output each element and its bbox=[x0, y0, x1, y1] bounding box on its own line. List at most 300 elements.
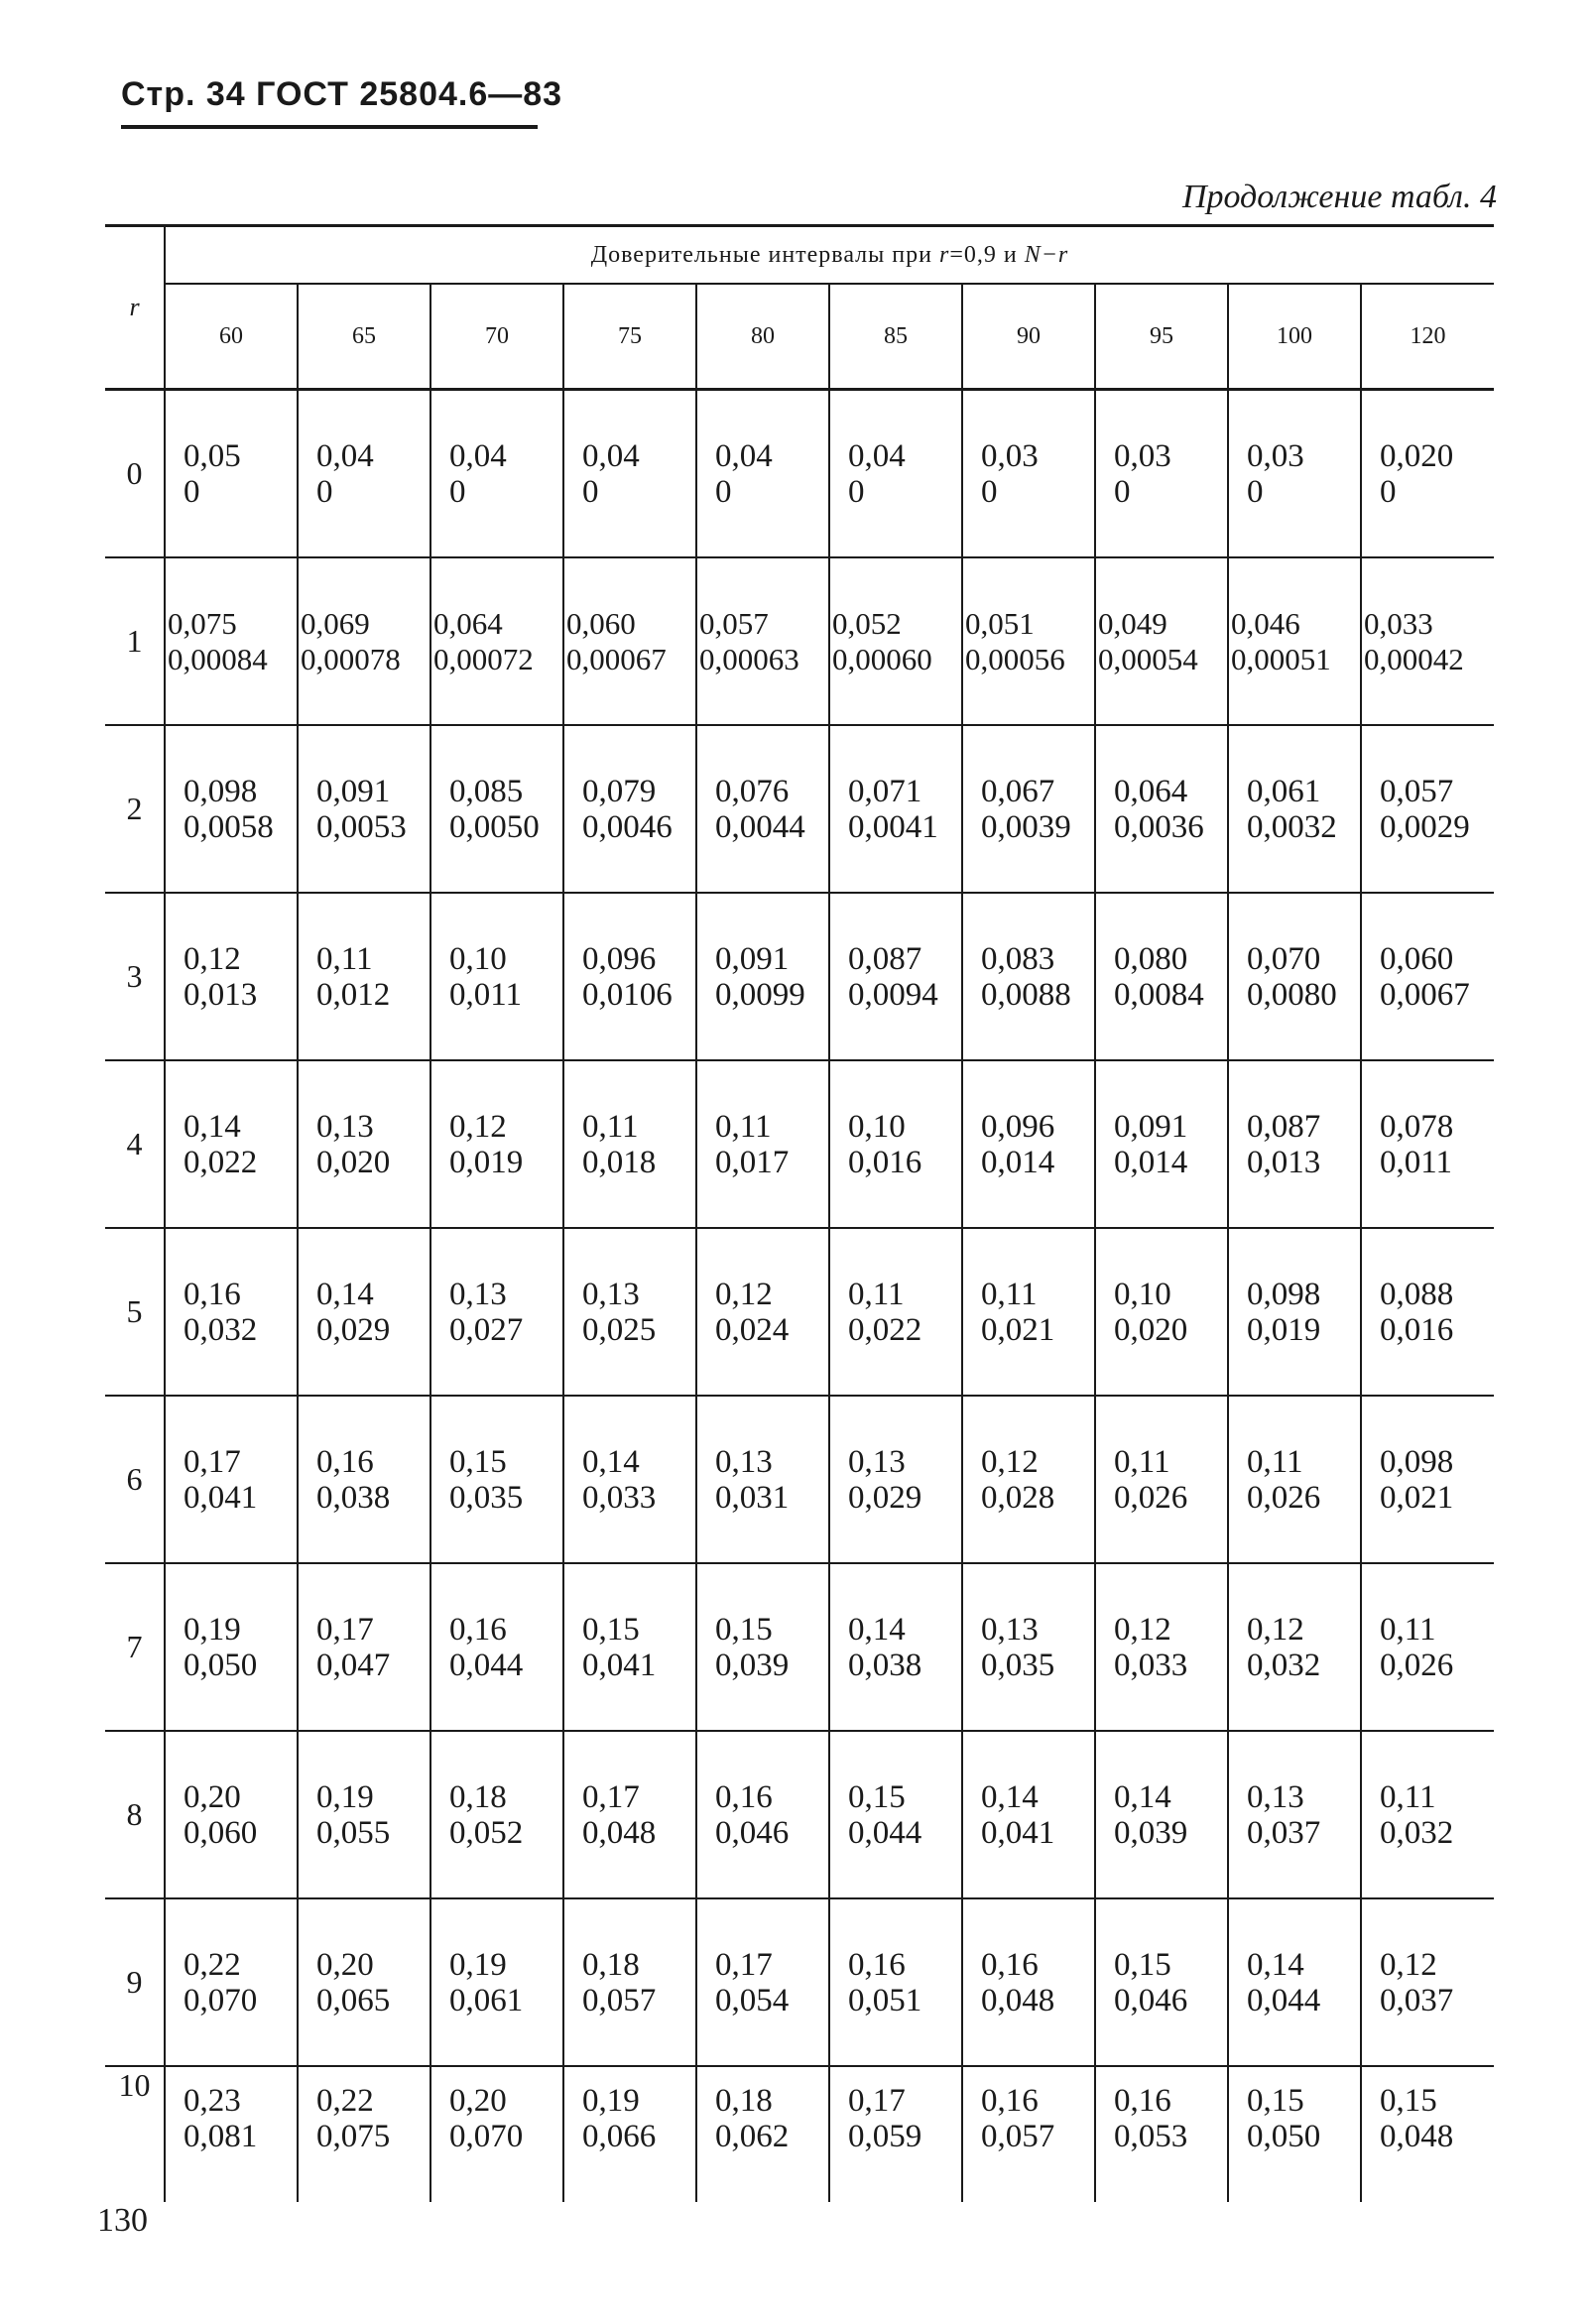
interval-cell bbox=[563, 725, 696, 893]
interval-cell bbox=[696, 1731, 829, 1898]
lower-bound: 0,050 bbox=[184, 1647, 258, 1683]
upper-bound: 0,071 bbox=[848, 773, 922, 809]
lower-bound: 0,041 bbox=[582, 1647, 657, 1683]
column-header-100: 100 bbox=[1228, 284, 1361, 390]
upper-bound: 0,085 bbox=[449, 773, 524, 809]
interval-cell bbox=[165, 1898, 298, 2066]
upper-bound: 0,05 bbox=[184, 437, 241, 474]
table-row bbox=[105, 390, 1494, 558]
interval-cell bbox=[829, 1228, 962, 1396]
upper-bound: 0,12 bbox=[981, 1443, 1039, 1480]
page-number: 130 bbox=[97, 2202, 148, 2239]
interval-cell bbox=[165, 893, 298, 1060]
interval-cell bbox=[298, 557, 430, 725]
lower-bound: 0,00060 bbox=[832, 641, 932, 676]
interval-cell bbox=[1228, 557, 1361, 725]
upper-bound: 0,15 bbox=[1114, 1946, 1171, 1983]
lower-bound: 0,00054 bbox=[1098, 641, 1198, 676]
interval-cell bbox=[1095, 557, 1228, 725]
interval-cell bbox=[563, 2066, 696, 2202]
upper-bound: 0,049 bbox=[1098, 605, 1167, 641]
lower-bound: 0,025 bbox=[582, 1311, 657, 1348]
upper-bound: 0,069 bbox=[301, 605, 370, 641]
interval-cell bbox=[696, 557, 829, 725]
upper-bound: 0,020 bbox=[1380, 437, 1454, 474]
interval-cell bbox=[563, 1731, 696, 1898]
lower-bound: 0,046 bbox=[715, 1814, 790, 1851]
interval-cell bbox=[298, 2066, 430, 2202]
upper-bound: 0,11 bbox=[715, 1108, 772, 1145]
upper-bound: 0,067 bbox=[981, 773, 1055, 809]
interval-cell bbox=[1095, 1563, 1228, 1731]
row-r-value: 3 bbox=[105, 893, 165, 1060]
row-r-value: 8 bbox=[105, 1731, 165, 1898]
table-row bbox=[105, 1563, 1494, 1731]
lower-bound: 0,0067 bbox=[1380, 976, 1470, 1013]
column-header-70: 70 bbox=[430, 284, 563, 390]
lower-bound: 0,024 bbox=[715, 1311, 790, 1348]
lower-bound: 0,0041 bbox=[848, 808, 938, 845]
lower-bound: 0,032 bbox=[184, 1311, 258, 1348]
column-header-85: 85 bbox=[829, 284, 962, 390]
lower-bound: 0,0088 bbox=[981, 976, 1071, 1013]
interval-cell bbox=[430, 893, 563, 1060]
interval-cell bbox=[1095, 2066, 1228, 2202]
lower-bound: 0,066 bbox=[582, 2119, 657, 2154]
upper-bound: 0,20 bbox=[449, 2083, 507, 2119]
lower-bound: 0,013 bbox=[1247, 1144, 1321, 1180]
row-r-value: 4 bbox=[105, 1060, 165, 1228]
upper-bound: 0,18 bbox=[449, 1778, 507, 1815]
upper-bound: 0,19 bbox=[449, 1946, 507, 1983]
interval-cell bbox=[298, 1731, 430, 1898]
group-header bbox=[165, 227, 1494, 284]
interval-cell bbox=[1095, 725, 1228, 893]
interval-cell bbox=[962, 557, 1095, 725]
lower-bound: 0,0053 bbox=[316, 808, 407, 845]
lower-bound: 0,0029 bbox=[1380, 808, 1470, 845]
interval-cell bbox=[1228, 725, 1361, 893]
upper-bound: 0,14 bbox=[184, 1108, 241, 1145]
upper-bound: 0,04 bbox=[449, 437, 507, 474]
upper-bound: 0,16 bbox=[1114, 2083, 1171, 2119]
lower-bound: 0,026 bbox=[1380, 1647, 1454, 1683]
upper-bound: 0,12 bbox=[184, 940, 241, 977]
interval-cell bbox=[165, 2066, 298, 2202]
upper-bound: 0,13 bbox=[715, 1443, 773, 1480]
interval-cell bbox=[165, 557, 298, 725]
lower-bound: 0,070 bbox=[184, 1982, 258, 2018]
lower-bound: 0 bbox=[582, 473, 599, 510]
table-continuation-caption: Продолжение табл. 4 bbox=[1181, 179, 1497, 215]
upper-bound: 0,12 bbox=[1247, 1611, 1304, 1648]
lower-bound: 0,018 bbox=[582, 1144, 657, 1180]
lower-bound: 0 bbox=[848, 473, 865, 510]
lower-bound: 0,0039 bbox=[981, 808, 1071, 845]
table-row bbox=[105, 1898, 1494, 2066]
upper-bound: 0,15 bbox=[715, 1611, 773, 1648]
interval-cell bbox=[1361, 2066, 1494, 2202]
interval-cell bbox=[1361, 893, 1494, 1060]
lower-bound: 0,041 bbox=[184, 1479, 258, 1516]
upper-bound: 0,078 bbox=[1380, 1108, 1454, 1145]
table-row bbox=[105, 1731, 1494, 1898]
lower-bound: 0,052 bbox=[449, 1814, 524, 1851]
lower-bound: 0,039 bbox=[1114, 1814, 1188, 1851]
interval-cell bbox=[829, 1060, 962, 1228]
row-r-value: 2 bbox=[105, 725, 165, 893]
lower-bound: 0,027 bbox=[449, 1311, 524, 1348]
interval-cell bbox=[1095, 1228, 1228, 1396]
upper-bound: 0,087 bbox=[848, 940, 922, 977]
group-header-r: r bbox=[938, 241, 950, 268]
lower-bound: 0,00051 bbox=[1231, 641, 1331, 676]
lower-bound: 0 bbox=[184, 473, 200, 510]
upper-bound: 0,076 bbox=[715, 773, 790, 809]
interval-cell bbox=[165, 1228, 298, 1396]
upper-bound: 0,11 bbox=[848, 1276, 905, 1312]
upper-bound: 0,096 bbox=[582, 940, 657, 977]
interval-cell bbox=[563, 1060, 696, 1228]
interval-cell bbox=[563, 1396, 696, 1563]
upper-bound: 0,13 bbox=[316, 1108, 374, 1145]
lower-bound: 0,00078 bbox=[301, 641, 401, 676]
interval-cell bbox=[563, 1898, 696, 2066]
interval-cell bbox=[696, 1060, 829, 1228]
interval-cell bbox=[298, 725, 430, 893]
lower-bound: 0,055 bbox=[316, 1814, 391, 1851]
interval-cell bbox=[165, 1731, 298, 1898]
interval-cell bbox=[696, 725, 829, 893]
interval-cell bbox=[696, 1563, 829, 1731]
row-r-value: 1 bbox=[105, 557, 165, 725]
interval-cell bbox=[1095, 390, 1228, 558]
upper-bound: 0,052 bbox=[832, 605, 902, 641]
interval-cell bbox=[430, 1563, 563, 1731]
upper-bound: 0,13 bbox=[848, 1443, 906, 1480]
table-row bbox=[105, 1228, 1494, 1396]
lower-bound: 0,048 bbox=[582, 1814, 657, 1851]
table-row bbox=[105, 557, 1494, 725]
lower-bound: 0,044 bbox=[449, 1647, 524, 1683]
lower-bound: 0,0050 bbox=[449, 808, 540, 845]
interval-cell bbox=[829, 557, 962, 725]
upper-bound: 0,12 bbox=[715, 1276, 773, 1312]
interval-cell bbox=[1228, 1731, 1361, 1898]
lower-bound: 0,035 bbox=[981, 1647, 1055, 1683]
interval-cell bbox=[165, 1563, 298, 1731]
interval-cell bbox=[1228, 1228, 1361, 1396]
lower-bound: 0,065 bbox=[316, 1982, 391, 2018]
lower-bound: 0,014 bbox=[1114, 1144, 1188, 1180]
lower-bound: 0,062 bbox=[715, 2119, 790, 2154]
interval-cell bbox=[1361, 557, 1494, 725]
upper-bound: 0,080 bbox=[1114, 940, 1188, 977]
table-row bbox=[105, 1060, 1494, 1228]
upper-bound: 0,10 bbox=[848, 1108, 906, 1145]
interval-cell bbox=[563, 1563, 696, 1731]
upper-bound: 0,10 bbox=[449, 940, 507, 977]
group-header-pre: Доверительные интервалы при bbox=[590, 241, 939, 268]
page-header bbox=[121, 75, 562, 114]
lower-bound: 0,026 bbox=[1114, 1479, 1188, 1516]
interval-cell bbox=[962, 1396, 1095, 1563]
column-header-row bbox=[105, 284, 1494, 390]
upper-bound: 0,15 bbox=[582, 1611, 640, 1648]
upper-bound: 0,17 bbox=[582, 1778, 640, 1815]
lower-bound: 0,0106 bbox=[582, 976, 673, 1013]
row-r-value: 10 bbox=[118, 2067, 151, 2103]
upper-bound: 0,18 bbox=[582, 1946, 640, 1983]
lower-bound: 0,0080 bbox=[1247, 976, 1337, 1013]
lower-bound: 0,00042 bbox=[1364, 641, 1464, 676]
lower-bound: 0,029 bbox=[848, 1479, 922, 1516]
lower-bound: 0,017 bbox=[715, 1144, 790, 1180]
upper-bound: 0,098 bbox=[1380, 1443, 1454, 1480]
interval-cell bbox=[563, 1228, 696, 1396]
lower-bound: 0,013 bbox=[184, 976, 258, 1013]
interval-cell bbox=[829, 1731, 962, 1898]
row-r-value: 7 bbox=[105, 1563, 165, 1731]
interval-cell bbox=[962, 1731, 1095, 1898]
lower-bound: 0,0058 bbox=[184, 808, 274, 845]
upper-bound: 0,22 bbox=[316, 2083, 374, 2119]
upper-bound: 0,075 bbox=[168, 605, 237, 641]
lower-bound: 0,070 bbox=[449, 2119, 524, 2154]
interval-cell bbox=[298, 1898, 430, 2066]
interval-cell bbox=[962, 893, 1095, 1060]
interval-cell bbox=[1361, 1060, 1494, 1228]
upper-bound: 0,10 bbox=[1114, 1276, 1171, 1312]
column-header-65: 65 bbox=[298, 284, 430, 390]
upper-bound: 0,033 bbox=[1364, 605, 1433, 641]
interval-cell bbox=[1361, 1731, 1494, 1898]
interval-cell bbox=[430, 725, 563, 893]
upper-bound: 0,15 bbox=[1247, 2083, 1304, 2119]
lower-bound: 0,044 bbox=[848, 1814, 922, 1851]
lower-bound: 0,044 bbox=[1247, 1982, 1321, 2018]
lower-bound: 0,031 bbox=[715, 1479, 790, 1516]
upper-bound: 0,13 bbox=[449, 1276, 507, 1312]
upper-bound: 0,11 bbox=[1380, 1778, 1436, 1815]
lower-bound: 0,037 bbox=[1380, 1982, 1454, 2018]
upper-bound: 0,19 bbox=[316, 1778, 374, 1815]
row-r-value: 9 bbox=[105, 1898, 165, 2066]
upper-bound: 0,083 bbox=[981, 940, 1055, 977]
upper-bound: 0,20 bbox=[184, 1778, 241, 1815]
upper-bound: 0,14 bbox=[1247, 1946, 1304, 1983]
upper-bound: 0,12 bbox=[1114, 1611, 1171, 1648]
lower-bound: 0,020 bbox=[1114, 1311, 1188, 1348]
interval-cell bbox=[430, 2066, 563, 2202]
interval-cell bbox=[696, 1396, 829, 1563]
lower-bound: 0,032 bbox=[1380, 1814, 1454, 1851]
lower-bound: 0,011 bbox=[449, 976, 523, 1013]
upper-bound: 0,14 bbox=[848, 1611, 906, 1648]
upper-bound: 0,11 bbox=[1114, 1443, 1170, 1480]
upper-bound: 0,13 bbox=[981, 1611, 1039, 1648]
interval-cell bbox=[298, 390, 430, 558]
interval-cell bbox=[1095, 1060, 1228, 1228]
upper-bound: 0,096 bbox=[981, 1108, 1055, 1145]
upper-bound: 0,098 bbox=[1247, 1276, 1321, 1312]
interval-cell bbox=[829, 725, 962, 893]
lower-bound: 0,019 bbox=[1247, 1311, 1321, 1348]
lower-bound: 0,075 bbox=[316, 2119, 391, 2154]
column-header-95: 95 bbox=[1095, 284, 1228, 390]
interval-cell bbox=[1361, 1898, 1494, 2066]
lower-bound: 0,059 bbox=[848, 2119, 922, 2154]
lower-bound: 0,060 bbox=[184, 1814, 258, 1851]
upper-bound: 0,16 bbox=[316, 1443, 374, 1480]
interval-cell bbox=[430, 1396, 563, 1563]
interval-cell bbox=[1361, 725, 1494, 893]
upper-bound: 0,087 bbox=[1247, 1108, 1321, 1145]
interval-cell bbox=[430, 390, 563, 558]
interval-cell bbox=[430, 557, 563, 725]
lower-bound: 0,0084 bbox=[1114, 976, 1204, 1013]
interval-cell bbox=[696, 1898, 829, 2066]
lower-bound: 0,00072 bbox=[433, 641, 534, 676]
interval-cell bbox=[298, 1228, 430, 1396]
upper-bound: 0,057 bbox=[699, 605, 769, 641]
lower-bound: 0 bbox=[715, 473, 732, 510]
lower-bound: 0,021 bbox=[1380, 1479, 1454, 1516]
interval-cell bbox=[430, 1228, 563, 1396]
lower-bound: 0,00063 bbox=[699, 641, 799, 676]
upper-bound: 0,19 bbox=[582, 2083, 640, 2119]
interval-cell bbox=[1228, 2066, 1361, 2202]
upper-bound: 0,11 bbox=[1380, 1611, 1436, 1648]
interval-cell bbox=[1228, 1563, 1361, 1731]
upper-bound: 0,11 bbox=[582, 1108, 639, 1145]
column-header-60: 60 bbox=[165, 284, 298, 390]
upper-bound: 0,061 bbox=[1247, 773, 1321, 809]
interval-cell bbox=[962, 725, 1095, 893]
lower-bound: 0,033 bbox=[582, 1479, 657, 1516]
lower-bound: 0,029 bbox=[316, 1311, 391, 1348]
lower-bound: 0,037 bbox=[1247, 1814, 1321, 1851]
upper-bound: 0,091 bbox=[316, 773, 391, 809]
lower-bound: 0,081 bbox=[184, 2119, 258, 2154]
interval-cell bbox=[563, 893, 696, 1060]
lower-bound: 0,020 bbox=[316, 1144, 391, 1180]
interval-cell bbox=[829, 390, 962, 558]
interval-cell bbox=[298, 1396, 430, 1563]
table-row bbox=[105, 2066, 1494, 2202]
upper-bound: 0,04 bbox=[715, 437, 773, 474]
table-row bbox=[105, 1396, 1494, 1563]
lower-bound: 0,048 bbox=[1380, 2119, 1454, 2154]
lower-bound: 0 bbox=[449, 473, 466, 510]
upper-bound: 0,16 bbox=[848, 1946, 906, 1983]
table-body bbox=[105, 390, 1494, 2203]
interval-cell bbox=[962, 1060, 1095, 1228]
lower-bound: 0,019 bbox=[449, 1144, 524, 1180]
upper-bound: 0,15 bbox=[449, 1443, 507, 1480]
upper-bound: 0,091 bbox=[715, 940, 790, 977]
interval-cell bbox=[962, 1563, 1095, 1731]
interval-cell bbox=[165, 1060, 298, 1228]
upper-bound: 0,03 bbox=[1114, 437, 1171, 474]
lower-bound: 0 bbox=[981, 473, 998, 510]
interval-cell bbox=[430, 1060, 563, 1228]
row-r-value: 0 bbox=[105, 390, 165, 558]
lower-bound: 0,047 bbox=[316, 1647, 391, 1683]
lower-bound: 0,012 bbox=[316, 976, 391, 1013]
upper-bound: 0,14 bbox=[582, 1443, 640, 1480]
upper-bound: 0,23 bbox=[184, 2083, 241, 2119]
upper-bound: 0,079 bbox=[582, 773, 657, 809]
lower-bound: 0,032 bbox=[1247, 1647, 1321, 1683]
lower-bound: 0,051 bbox=[848, 1982, 922, 2018]
upper-bound: 0,088 bbox=[1380, 1276, 1454, 1312]
interval-cell bbox=[298, 893, 430, 1060]
interval-cell bbox=[1228, 893, 1361, 1060]
lower-bound: 0,014 bbox=[981, 1144, 1055, 1180]
upper-bound: 0,12 bbox=[1380, 1946, 1437, 1983]
lower-bound: 0,00067 bbox=[566, 641, 667, 676]
interval-cell bbox=[298, 1060, 430, 1228]
lower-bound: 0,046 bbox=[1114, 1982, 1188, 2018]
lower-bound: 0,0046 bbox=[582, 808, 673, 845]
upper-bound: 0,17 bbox=[848, 2083, 906, 2119]
upper-bound: 0,17 bbox=[184, 1443, 241, 1480]
confidence-interval-table bbox=[105, 224, 1494, 2202]
upper-bound: 0,091 bbox=[1114, 1108, 1188, 1145]
lower-bound: 0,0032 bbox=[1247, 808, 1337, 845]
lower-bound: 0,057 bbox=[981, 2119, 1055, 2154]
column-header-75: 75 bbox=[563, 284, 696, 390]
upper-bound: 0,16 bbox=[449, 1611, 507, 1648]
lower-bound: 0,028 bbox=[981, 1479, 1055, 1516]
interval-cell bbox=[1228, 1898, 1361, 2066]
interval-cell bbox=[1095, 1731, 1228, 1898]
interval-cell bbox=[298, 1563, 430, 1731]
upper-bound: 0,11 bbox=[1247, 1443, 1303, 1480]
upper-bound: 0,060 bbox=[566, 605, 636, 641]
interval-cell bbox=[563, 557, 696, 725]
column-header-120: 120 bbox=[1361, 284, 1494, 390]
page-ref: Стр. 34 bbox=[121, 75, 246, 113]
interval-cell bbox=[1361, 1396, 1494, 1563]
interval-cell bbox=[1095, 1898, 1228, 2066]
lower-bound: 0,061 bbox=[449, 1982, 524, 2018]
header-underline bbox=[121, 125, 538, 129]
upper-bound: 0,070 bbox=[1247, 940, 1321, 977]
lower-bound: 0,039 bbox=[715, 1647, 790, 1683]
lower-bound: 0,00084 bbox=[168, 641, 268, 676]
standard-number: ГОСТ 25804.6—83 bbox=[256, 75, 563, 113]
upper-bound: 0,14 bbox=[1114, 1778, 1171, 1815]
upper-bound: 0,064 bbox=[433, 605, 503, 641]
upper-bound: 0,057 bbox=[1380, 773, 1454, 809]
upper-bound: 0,16 bbox=[715, 1778, 773, 1815]
upper-bound: 0,051 bbox=[965, 605, 1035, 641]
interval-cell bbox=[829, 1396, 962, 1563]
interval-cell bbox=[430, 1898, 563, 2066]
upper-bound: 0,14 bbox=[981, 1778, 1039, 1815]
group-header-nr: N−r bbox=[1024, 241, 1069, 268]
lower-bound: 0,0099 bbox=[715, 976, 805, 1013]
upper-bound: 0,04 bbox=[848, 437, 906, 474]
interval-cell bbox=[696, 893, 829, 1060]
upper-bound: 0,16 bbox=[981, 2083, 1039, 2119]
interval-cell bbox=[430, 1731, 563, 1898]
interval-cell bbox=[1361, 1228, 1494, 1396]
lower-bound: 0,035 bbox=[449, 1479, 524, 1516]
interval-cell bbox=[165, 725, 298, 893]
